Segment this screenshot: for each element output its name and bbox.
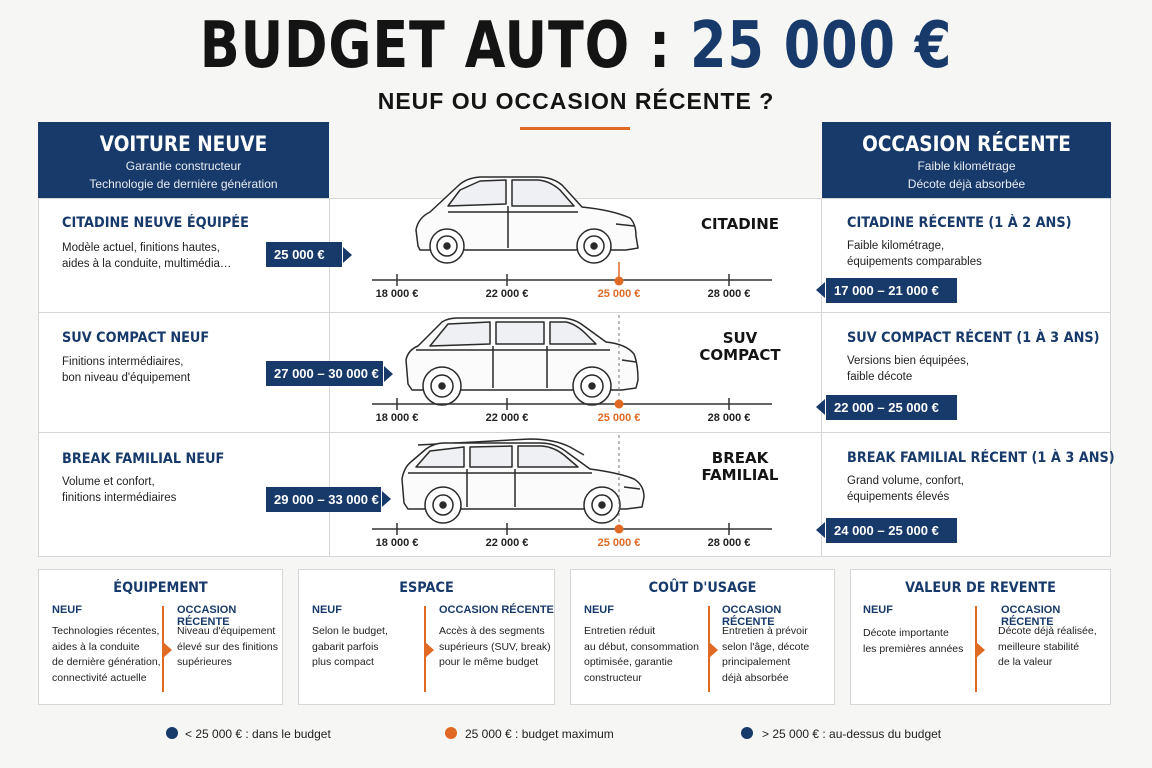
row-new-title: CITADINE NEUVE ÉQUIPÉE <box>62 215 249 231</box>
category-label: BREAK FAMILIAL <box>701 449 779 484</box>
category-label: SUV COMPACT <box>699 329 781 364</box>
card-title: VALEUR DE REVENTE <box>905 580 1056 596</box>
card-new-label: NEUF <box>52 604 82 616</box>
arrow-right-icon <box>709 642 718 658</box>
card-used-text: Accès à des segments supérieurs (SUV, break) pour le même budget <box>439 625 551 668</box>
card-new-label: NEUF <box>312 604 342 616</box>
budget-marker <box>615 277 624 286</box>
header-new-car <box>38 122 329 198</box>
row-new-title: SUV COMPACT NEUF <box>62 330 210 346</box>
scale-tick-label: 22 000 € <box>485 288 529 300</box>
card-title: COÛT D'USAGE <box>648 580 757 596</box>
row-new-desc: Finitions intermédiaires, bon niveau d'équipement <box>62 356 191 384</box>
new-price-badge: 25 000 € <box>266 242 342 267</box>
budget-marker <box>615 400 624 409</box>
row-used-desc: Faible kilométrage, équipements comparables <box>847 240 982 268</box>
card-new-text: Décote importante les premières années <box>863 627 964 655</box>
title-amount: 25 000 € <box>690 9 953 83</box>
car-scale-graphic <box>330 160 820 557</box>
page-subtitle: NEUF OU OCCASION RÉCENTE ? <box>377 88 775 114</box>
legend-text: < 25 000 € : dans le budget <box>185 727 331 741</box>
scale-tick-label: 28 000 € <box>707 288 751 300</box>
scale-tick-label: 18 000 € <box>375 412 419 424</box>
card-new-label: NEUF <box>863 604 893 616</box>
legend-text: 25 000 € : budget maximum <box>465 727 614 741</box>
arrow-right-icon <box>976 642 985 658</box>
row-used-desc: Grand volume, confort, équipements élevés <box>847 475 964 503</box>
category-label: CITADINE <box>700 215 780 233</box>
scale-tick-label: 25 000 € <box>597 412 641 424</box>
scale-tick-label: 25 000 € <box>597 537 641 549</box>
suv-car-icon <box>406 318 638 405</box>
header-new-title: VOITURE NEUVE <box>99 132 268 156</box>
card-new-text: Entretien réduit au début, consommation optimisée, garantie constructeur <box>584 625 699 684</box>
card-used-label: OCCASION RÉCENTE <box>722 604 782 628</box>
scale-tick-label: 28 000 € <box>707 412 751 424</box>
row-new-desc: Modèle actuel, finitions hautes, aides à la conduite, multimédia… <box>62 242 232 270</box>
scale-tick-label: 18 000 € <box>375 537 419 549</box>
comparison-card <box>298 569 555 705</box>
card-title: ESPACE <box>399 580 454 596</box>
header-used-line2: Décote déjà absorbée <box>907 177 1026 191</box>
comparison-card <box>38 569 283 705</box>
scale-tick-label: 28 000 € <box>707 537 751 549</box>
card-used-label: OCCASION RÉCENTE <box>1001 604 1061 628</box>
card-used-label: OCCASION RÉCENTE <box>177 604 237 628</box>
legend-dot <box>741 727 753 739</box>
card-used-text: Décote déjà réalisée, meilleure stabilité de la valeur <box>998 625 1097 668</box>
arrow-right-icon <box>425 642 434 658</box>
subtitle-underline <box>520 127 630 130</box>
used-price-badge: 22 000 – 25 000 € <box>826 395 957 420</box>
scale-tick-label: 22 000 € <box>485 412 529 424</box>
used-price-badge: 24 000 – 25 000 € <box>826 518 957 543</box>
row-new-title: BREAK FAMILIAL NEUF <box>62 451 225 467</box>
legend-text: > 25 000 € : au-dessus du budget <box>762 727 942 741</box>
card-used-text: Entretien à prévoir selon l'âge, décote principalement déjà absorbée <box>722 625 810 684</box>
comparison-card <box>850 569 1111 705</box>
scale-tick-label: 25 000 € <box>597 288 641 300</box>
header-new-line1: Garantie constructeur <box>125 159 242 173</box>
page-title <box>104 6 1049 86</box>
comparison-card <box>570 569 835 705</box>
new-price-badge: 29 000 – 33 000 € <box>266 487 381 512</box>
budget-marker <box>615 525 624 534</box>
card-new-label: NEUF <box>584 604 614 616</box>
arrow-right-icon <box>163 642 172 658</box>
legend-dot <box>445 727 457 739</box>
legend-dot <box>166 727 178 739</box>
card-title: ÉQUIPEMENT <box>113 580 208 596</box>
row-new-desc: Volume et confort, finitions intermédiaires <box>62 476 177 504</box>
card-new-text: Technologies récentes, aides à la conduite de dernière génération, connectivité actuelle <box>52 625 161 684</box>
row-used-title: BREAK FAMILIAL RÉCENT (1 À 3 ANS) <box>847 450 1115 466</box>
scale-tick-label: 22 000 € <box>485 537 529 549</box>
hatchback-car-icon <box>416 177 638 263</box>
row-used-title: SUV COMPACT RÉCENT (1 À 3 ANS) <box>847 330 1100 346</box>
new-price-badge: 27 000 – 30 000 € <box>266 361 383 386</box>
card-new-text: Selon le budget, gabarit parfois plus compact <box>312 625 388 668</box>
used-price-badge: 17 000 – 21 000 € <box>826 278 957 303</box>
divider <box>821 198 822 557</box>
station-wagon-car-icon <box>402 439 644 523</box>
header-used-car <box>822 122 1111 198</box>
header-used-title: OCCASION RÉCENTE <box>862 132 1071 156</box>
row-used-title: CITADINE RÉCENTE (1 À 2 ANS) <box>847 215 1072 231</box>
row-used-desc: Versions bien équipées, faible décote <box>847 355 970 383</box>
card-used-label: OCCASION RÉCENTE <box>439 604 554 616</box>
title-main: BUDGET AUTO : <box>199 9 691 83</box>
header-used-line1: Faible kilométrage <box>917 159 1016 173</box>
card-used-text: Niveau d'équipement élevé sur des finitions supérieures <box>177 625 278 668</box>
header-new-line2: Technologie de dernière génération <box>89 177 278 191</box>
scale-tick-label: 18 000 € <box>375 288 419 300</box>
